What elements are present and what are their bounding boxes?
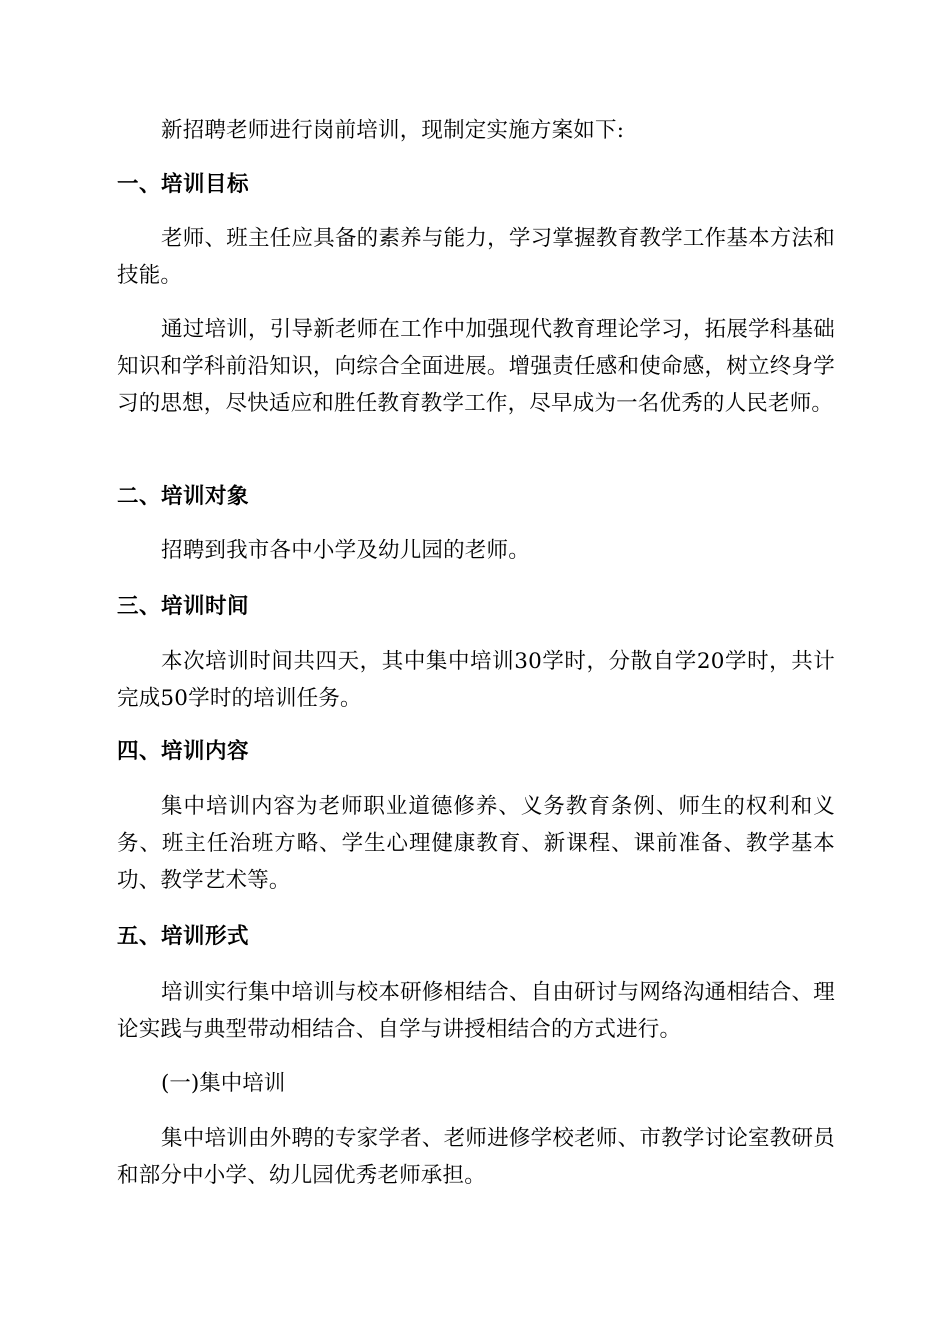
target-paragraph: 招聘到我市各中小学及幼儿园的老师。 [161, 538, 530, 563]
section-heading-goals: 一、培训目标 [117, 172, 250, 197]
section-heading-format: 五、培训形式 [117, 924, 250, 949]
goals-paragraph-2: 通过培训，引导新老师在工作中加强现代教育理论学习，拓展学科基础知识和学科前沿知识，向综合全面进展。增强责任感和使命感，树立终身学习的思想，尽快适应和胜任教育教学工作，尽早成为一名优秀的人民老师。 [117, 317, 835, 416]
subsection-heading-centralized: (一)集中培训 [161, 1071, 286, 1096]
content-paragraph: 集中培训内容为老师职业道德修养、义务教育条例、师生的权利和义务、班主任治班方略、学生心理健康教育、新课程、课前准备、教学基本功、教学艺术等。 [117, 794, 835, 893]
intro-paragraph: 新招聘老师进行岗前培训，现制定实施方案如下: [161, 118, 625, 143]
time-paragraph: 本次培训时间共四天，其中集中培训30学时，分散自学20学时，共计完成50学时的培训任务。 [117, 649, 835, 711]
format-paragraph: 培训实行集中培训与校本研修相结合、自由研讨与网络沟通相结合、理论实践与典型带动相结合、自学与讲授相结合的方式进行。 [117, 980, 835, 1042]
goals-paragraph-1: 老师、班主任应具备的素养与能力，学习掌握教育教学工作基本方法和技能。 [117, 226, 835, 288]
section-heading-target: 二、培训对象 [117, 484, 250, 509]
section-heading-content: 四、培训内容 [117, 739, 250, 764]
centralized-paragraph: 集中培训由外聘的专家学者、老师进修学校老师、市教学讨论室教研员和部分中小学、幼儿园优秀老师承担。 [117, 1126, 835, 1188]
section-heading-time: 三、培训时间 [117, 594, 250, 619]
